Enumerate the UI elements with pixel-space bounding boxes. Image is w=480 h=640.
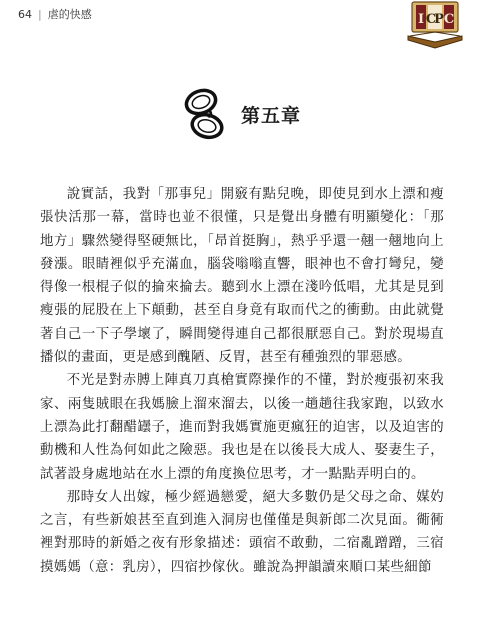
handcuffs-icon: [179, 86, 233, 142]
paragraph: 不光是對赤膊上陣真刀真槍實際操作的不懂，對於瘦張初來我家、兩隻賊眼在我媽臉上溜來溜去，以後一趟趟往我家跑，以致水上漂為此打翻醋罎子，進而對我媽實施更瘋狂的迫害，以及迫害的動機和人性為何如此之險惡。我也是在以後長大成人、娶妻生子，試著設身處地站在水上漂的角度換位思考，才一點點弄明白的。: [40, 373, 444, 482]
book-title: 虐的快感: [47, 8, 92, 21]
logo-letter: C: [443, 12, 455, 27]
chapter-body: [40, 183, 444, 579]
paragraph: 那時女人出嫁，極少經過戀愛，絕大多數仍是父母之命、媒妁之言，有些新娘甚至直到進入洞房也僅僅是與新郎二次見面。衚衕裡對那時的新婚之夜有形象描述：頭宿不敢動，二宿亂蹭蹭，三宿摸媽媽（意：乳房），四宿抄傢伙。雖說為押韻讀來順口某些細節: [40, 489, 444, 575]
chapter-title: 第五章: [240, 104, 301, 127]
page-number: 64: [18, 7, 32, 21]
logo-letter: C: [425, 12, 437, 27]
paragraph: 說實話，我對「那事兒」開竅有點兒晚，即使見到水上漂和瘦張快活那一幕，當時也並不很懂，只是覺出身體有明顯變化：「那地方」驟然變得堅硬無比，「昂首挺胸」，熱乎乎還一翹一翹地向上發漲。眼睛裡似乎充滿血，腦袋嗡嗡直響，眼神也不會打彎兒，變得像一根棍子似的掄來掄去。聽到水上漂在淺吟低唱，尤其是見到瘦張的屁股在上下顛動，甚至自身竟有取而代之的衝動。由此就覺著自己一下子學壞了，瞬間變得連自己都很厭惡自己。對於現場直播似的畫面，更是感到醜陋、反胃，甚至有種強烈的罪惡感。: [40, 187, 444, 366]
publisher-logo: [404, 0, 466, 52]
running-header: [18, 6, 92, 22]
logo-letter: P: [434, 12, 444, 27]
chapter-heading: [0, 86, 480, 142]
logo-letter: I: [417, 12, 425, 27]
header-separator: |: [38, 7, 42, 21]
